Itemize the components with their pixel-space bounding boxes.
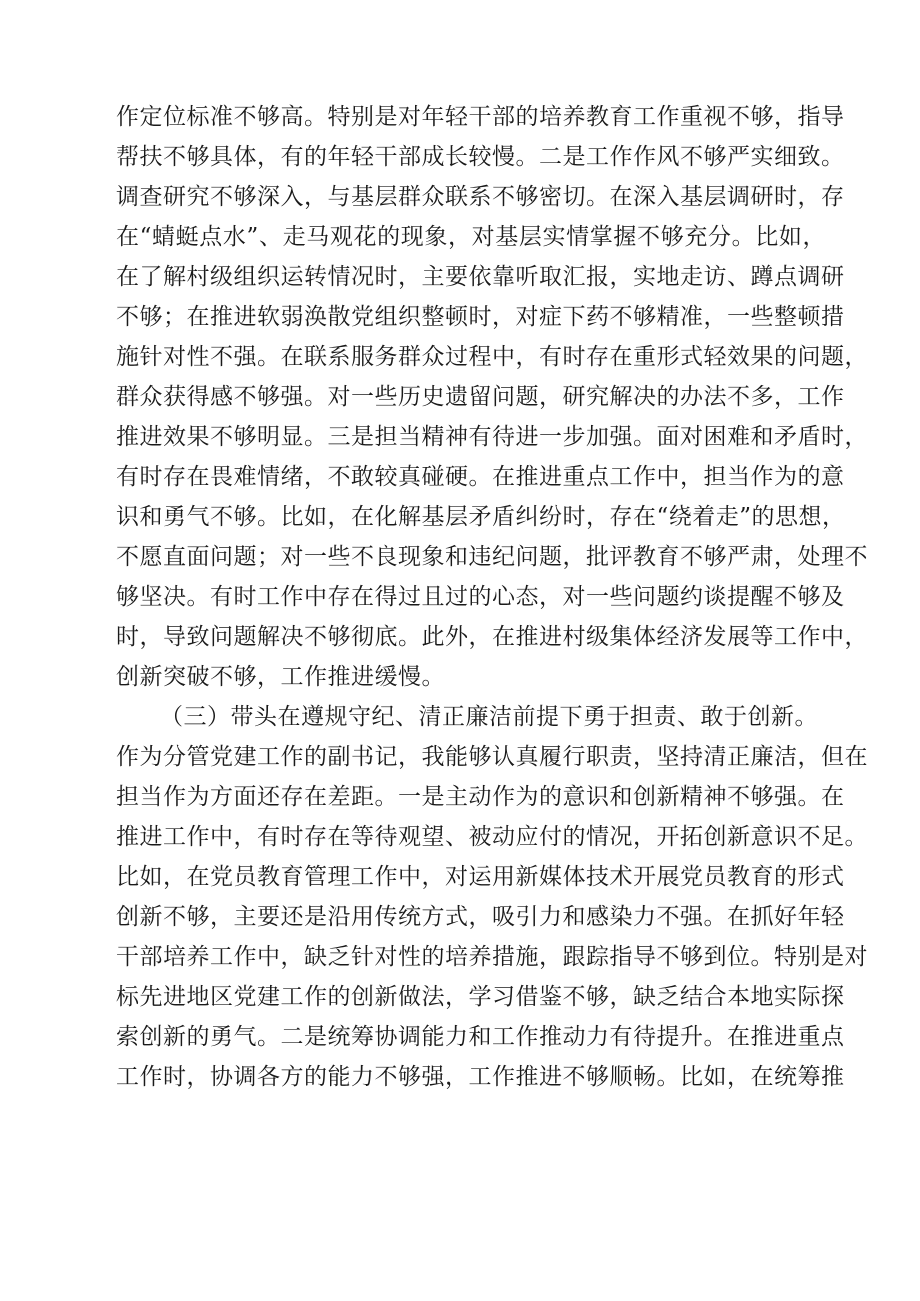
text-line: 在了解村级组织运转情况时，主要依靠听取汇报，实地走访、蹲点调研	[116, 264, 845, 290]
text-line: 比如，在党员教育管理工作中，对运用新媒体技术开展党员教育的形式	[116, 864, 845, 890]
text-line: 帮扶不够具体，有的年轻干部成长较慢。二是工作作风不够严实细致。	[116, 144, 845, 170]
text-line: 群众获得感不够强。对一些历史遗留问题，研究解决的办法不多，工作	[116, 384, 845, 410]
text-line: 作定位标准不够高。特别是对年轻干部的培养教育工作重视不够，指导	[116, 104, 845, 130]
text-line: 不够；在推进软弱涣散党组织整顿时，对症下药不够精准，一些整顿措	[116, 304, 845, 330]
text-line: 创新突破不够，工作推进缓慢。	[116, 664, 445, 690]
text-line: 创新不够，主要还是沿用传统方式，吸引力和感染力不强。在抓好年轻	[116, 904, 845, 930]
text-line: 推进效果不够明显。三是担当精神有待进一步加强。面对困难和矛盾时，	[116, 424, 868, 450]
text-line: 索创新的勇气。二是统筹协调能力和工作推动力有待提升。在推进重点	[116, 1024, 845, 1050]
text-line: 推进工作中，有时存在等待观望、被动应付的情况，开拓创新意识不足。	[116, 824, 868, 850]
text-line: 有时存在畏难情绪，不敢较真碰硬。在推进重点工作中，担当作为的意	[116, 464, 845, 490]
text-line: 作为分管党建工作的副书记，我能够认真履行职责，坚持清正廉洁，但在	[116, 744, 868, 770]
text-line: 够坚决。有时工作中存在得过且过的心态，对一些问题约谈提醒不够及	[116, 584, 845, 610]
text-line: 在“蜻蜓点水”、走马观花的现象，对基层实情掌握不够充分。比如，	[116, 224, 826, 250]
text-line: 干部培养工作中，缺乏针对性的培养措施，跟踪指导不够到位。特别是对	[116, 944, 868, 970]
text-line: 不愿直面问题；对一些不良现象和违纪问题，批评教育不够严肃，处理不	[116, 544, 868, 570]
text-line: 标先进地区党建工作的创新做法，学习借鉴不够，缺乏结合本地实际探	[116, 984, 845, 1010]
text-line: 施针对性不强。在联系服务群众过程中，有时存在重形式轻效果的问题，	[116, 344, 868, 370]
section-heading: （三）带头在遵规守纪、清正廉洁前提下勇于担责、敢于创新。	[160, 704, 818, 730]
text-line: 担当作为方面还存在差距。一是主动作为的意识和创新精神不够强。在	[116, 784, 845, 810]
text-line: 时，导致问题解决不够彻底。此外，在推进村级集体经济发展等工作中，	[116, 624, 868, 650]
text-line: 调查研究不够深入，与基层群众联系不够密切。在深入基层调研时，存	[116, 184, 845, 210]
text-line: 识和勇气不够。比如，在化解基层矛盾纠纷时，存在“绕着走”的思想，	[116, 504, 846, 530]
text-line: 工作时，协调各方的能力不够强，工作推进不够顺畅。比如，在统筹推	[116, 1064, 845, 1090]
